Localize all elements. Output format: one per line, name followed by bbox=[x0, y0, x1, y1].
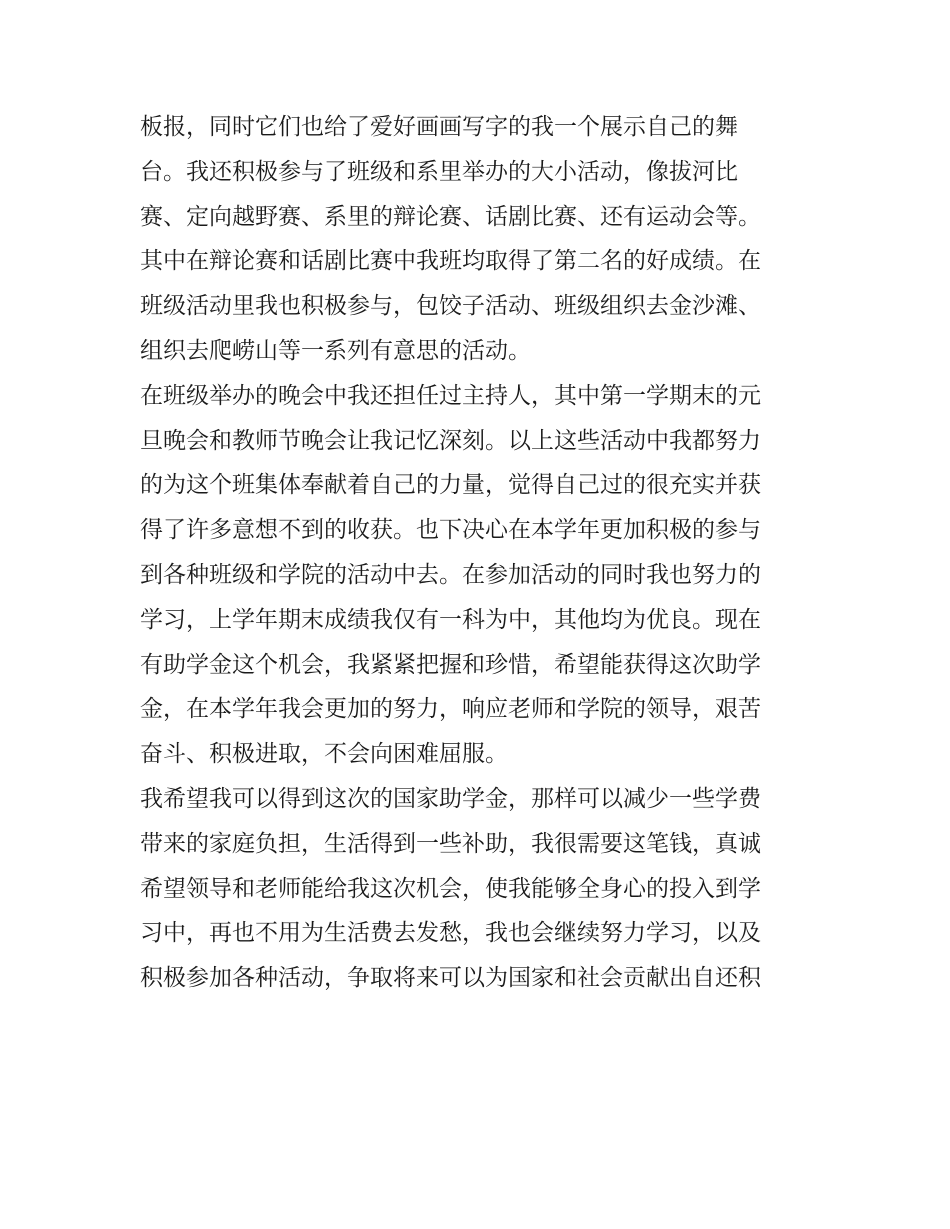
text-line: 学习，上学年期末成绩我仅有一科为中，其他均为优良。现在 bbox=[140, 606, 761, 633]
text-line: 在班级举办的晚会中我还担任过主持人，其中第一学期末的元 bbox=[140, 382, 761, 409]
text-line: 希望领导和老师能给我这次机会，使我能够全身心的投入到学 bbox=[140, 875, 761, 902]
text-line: 习中，再也不用为生活费去发愁，我也会继续努力学习，以及 bbox=[140, 920, 761, 947]
text-line: 奋斗、积极进取，不会向困难屈服。 bbox=[140, 741, 508, 768]
text-line: 积极参加各种活动，争取将来可以为国家和社会贡献出自还积 bbox=[140, 965, 761, 992]
text-line: 金，在本学年我会更加的努力，响应老师和学院的领导，艰苦 bbox=[140, 696, 761, 723]
text-line: 带来的家庭负担，生活得到一些补助，我很需要这笔钱，真诚 bbox=[140, 830, 761, 857]
text-line: 得了许多意想不到的收获。也下决心在本学年更加积极的参与 bbox=[140, 517, 761, 544]
text-line: 组织去爬崂山等一系列有意思的活动。 bbox=[140, 337, 531, 364]
text-line: 旦晚会和教师节晚会让我记忆深刻。以上这些活动中我都努力 bbox=[140, 427, 761, 454]
text-line: 班级活动里我也积极参与，包饺子活动、班级组织去金沙滩、 bbox=[140, 293, 761, 320]
text-line: 有助学金这个机会，我紧紧把握和珍惜，希望能获得这次助学 bbox=[140, 651, 761, 678]
text-line: 台。我还积极参与了班级和系里举办的大小活动，像拔河比 bbox=[140, 158, 738, 185]
text-line: 其中在辩论赛和话剧比赛中我班均取得了第二名的好成绩。在 bbox=[140, 248, 761, 275]
text-line: 的为这个班集体奉献着自己的力量，觉得自己过的很充实并获 bbox=[140, 472, 761, 499]
document-body bbox=[140, 105, 820, 1001]
text-line: 赛、定向越野赛、系里的辩论赛、话剧比赛、还有运动会等。 bbox=[140, 203, 761, 230]
text-line: 到各种班级和学院的活动中去。在参加活动的同时我也努力的 bbox=[140, 561, 761, 588]
text-line: 板报，同时它们也给了爱好画画写字的我一个展示自己的舞 bbox=[140, 114, 738, 140]
text-line: 我希望我可以得到这次的国家助学金，那样可以减少一些学费 bbox=[140, 785, 761, 812]
